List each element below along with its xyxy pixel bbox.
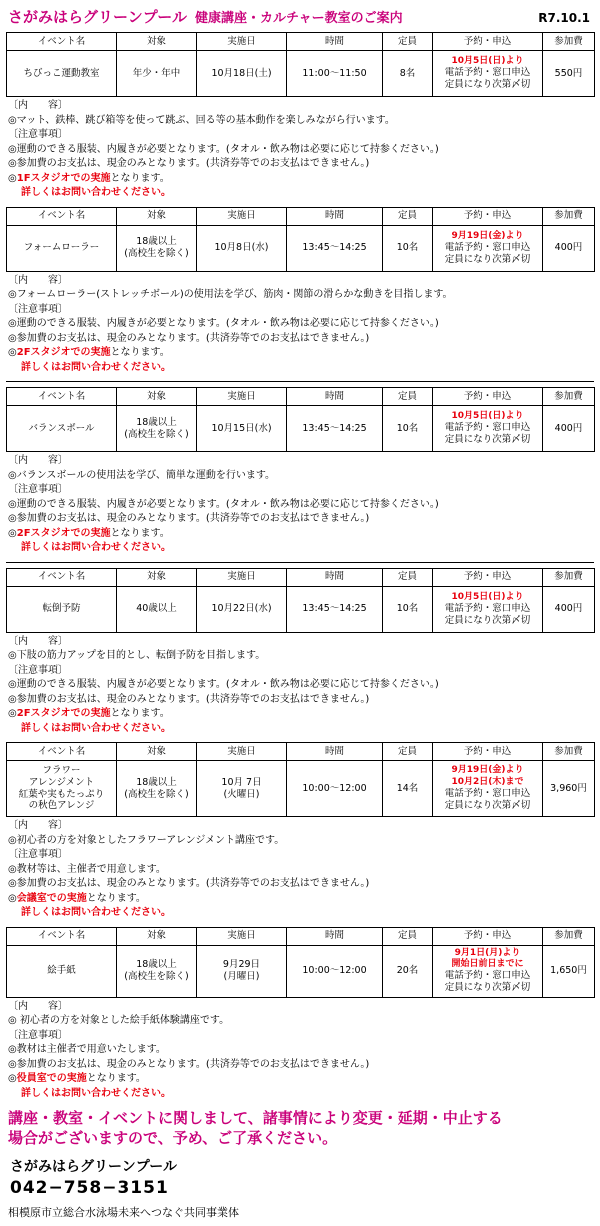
col-event: イベント名 [7,568,117,586]
col-time: 時間 [287,388,383,406]
notes-label: 〔注意事項〕 [8,303,68,315]
place-text: 2Fスタジオでの実施 [16,708,111,719]
reservation-start: 9月19日(金)より [451,765,524,776]
table-row [7,945,595,997]
content-label: 〔内 容〕 [8,635,68,647]
contact-note: 詳しくはお問い合わせください。 [21,1087,171,1099]
reservation-start: 10月5日(日)より [451,591,524,602]
event-fee: 1,650円 [543,945,595,997]
event-reservation [433,225,543,271]
event-table [6,207,595,272]
col-fee: 参加費 [543,207,595,225]
table-row [7,51,595,97]
reservation-end: 開始日前日までに [451,959,524,970]
reservation-limit: 定員になり次第〆切 [444,79,531,91]
col-date: 実施日 [197,568,287,586]
table-header-row [7,33,595,51]
section-divider [6,381,594,382]
page-title [8,6,594,27]
col-fee: 参加費 [543,388,595,406]
event-time: 10:00〜12:00 [287,761,383,817]
note-item: ◎参加費のお支払は、現金のみとなります。(共済券等でのお支払はできません。) [8,878,370,889]
notes-label: 〔注意事項〕 [8,849,68,860]
table-header-row [7,927,595,945]
reservation-limit: 定員になり次第〆切 [444,434,531,446]
footer-notice [8,1108,594,1149]
col-target: 対象 [117,207,197,225]
reservation-limit: 定員になり次第〆切 [444,982,531,994]
event-date: 10月22日(水) [197,586,287,632]
place-text: 2Fスタジオでの実施 [16,527,111,539]
col-target: 対象 [117,33,197,51]
footer-notice-line1: 講座・教室・イベントに関しまして、諸事情により変更・延期・中止する [8,1109,503,1127]
col-capacity: 定員 [383,927,433,945]
reservation-limit: 定員になり次第〆切 [444,253,531,265]
col-reservation: 予約・申込 [433,388,543,406]
col-event: イベント名 [7,388,117,406]
table-row [7,761,595,817]
notes-label: 〔注意事項〕 [8,664,68,676]
event-capacity: 14名 [383,761,433,817]
note-item: ◎教材等は、主催者で用意します。 [8,863,166,875]
contact-note: 詳しくはお問い合わせください。 [21,187,171,198]
event-reservation [433,761,543,817]
col-fee: 参加費 [543,33,595,51]
table-row [7,406,595,452]
event-date-line1: 10月 7日 [221,776,262,788]
event-capacity: 10名 [383,406,433,452]
footer-operator: 相模原市立総合水泳場未来へつなぐ共同事業体 [8,1205,239,1219]
note-item: ◎運動のできる服装、内履きが必要となります。(タオル・飲み物は必要に応じて持参ください。) [8,318,439,329]
event-notes [8,99,594,201]
footer-phone: 042−758−3151 [10,1177,169,1198]
note-item: ◎参加費のお支払は、現金のみとなります。(共済券等でのお支払はできません。) [8,332,370,344]
place-note [8,892,594,907]
place-suffix: となります。 [110,527,170,539]
event-name: 絵手紙 [7,945,117,997]
col-fee: 参加費 [543,927,595,945]
event-target [117,761,197,817]
place-note [8,346,594,361]
event-capacity: 8名 [383,51,433,97]
note-item: ◎参加費のお支払は、現金のみとなります。(共済券等でのお支払はできません。) [8,158,370,169]
note-item: ◎参加費のお支払は、現金のみとなります。(共済券等でのお支払はできません。) [8,513,370,524]
event-name: フォームローラー [7,225,117,271]
col-date: 実施日 [197,927,287,945]
event-notes [8,274,594,376]
event-table [6,568,595,633]
reservation-start: 10月5日(日)より [451,411,524,421]
event-date-line1: 9月29日 [222,959,261,971]
reservation-method: 電話予約・窓口申込 [444,787,531,799]
note-item: ◎運動のできる服装、内履きが必要となります。(タオル・飲み物は必要に応じて持参ください。) [8,679,439,690]
event-notes [8,635,594,737]
col-capacity: 定員 [383,33,433,51]
reservation-method: 電話予約・窓口申込 [444,602,531,614]
place-note [8,707,594,722]
event-target-line1: 18歳以上 [136,959,177,971]
page-title-subject: 健康講座・カルチャー教室のご案内 [194,11,403,26]
col-date: 実施日 [197,743,287,761]
reservation-end: 10月2日(木)まで [451,776,524,787]
place-suffix: となります。 [110,708,170,719]
event-reservation [433,51,543,97]
event-target-line2: (高校生を除く) [124,248,189,259]
place-text: 会議室での実施 [16,892,87,904]
event-name [7,761,117,817]
place-bullet: ◎ [8,1073,17,1084]
table-row [7,225,595,271]
col-date: 実施日 [197,33,287,51]
place-suffix: となります。 [110,172,170,184]
col-event: イベント名 [7,207,117,225]
event-table [6,742,595,817]
footer-notice-line2: 場合がございますので、予め、ご了承ください。 [8,1129,338,1148]
event-time: 10:00〜12:00 [287,945,383,997]
event-table [6,927,595,998]
footer-facility: さがみはらグリーンプール [10,1158,178,1175]
table-header-row [7,743,595,761]
col-time: 時間 [287,568,383,586]
event-target [117,51,197,97]
reservation-method: 電話予約・窓口申込 [444,970,531,982]
note-item: ◎運動のできる服装、内履きが必要となります。(タオル・飲み物は必要に応じて持参ください。) [8,143,439,155]
event-date: 10月18日(土) [197,51,287,97]
event-date-line2: (火曜日) [223,788,260,800]
event-name: 転倒予防 [7,586,117,632]
place-bullet: ◎ [8,347,17,358]
table-header-row [7,568,595,586]
content-text: ◎初心者の方を対象としたフラワーアレンジメント講座です。 [8,834,285,846]
table-row [7,586,595,632]
event-date [197,761,287,817]
content-text: ◎フォームローラー(ストレッチボール)の使用法を学び、筋肉・関節の滑らかな動きを目指します。 [8,289,453,300]
place-note [8,172,594,187]
event-name-line1: フラワー [42,764,81,776]
place-bullet: ◎ [8,708,17,719]
event-fee: 400円 [543,406,595,452]
event-target-line2: (高校生を除く) [124,788,189,800]
place-suffix: となります。 [86,892,146,904]
section-divider [6,562,594,563]
col-date: 実施日 [197,388,287,406]
notes-label: 〔注意事項〕 [8,129,68,140]
place-bullet: ◎ [8,527,17,539]
col-time: 時間 [287,743,383,761]
event-fee: 550円 [543,51,595,97]
event-reservation [433,586,543,632]
col-capacity: 定員 [383,388,433,406]
event-notes [8,819,594,921]
event-fee: 3,960円 [543,761,595,817]
content-label: 〔内 容〕 [8,274,68,286]
event-fee: 400円 [543,586,595,632]
event-reservation [433,406,543,452]
content-label: 〔内 容〕 [8,1000,68,1012]
place-text: 2Fスタジオでの実施 [16,347,111,358]
event-name: ちびっこ運動教室 [7,51,117,97]
event-target-line1: 18歳以上 [136,236,177,248]
col-target: 対象 [117,388,197,406]
event-table [6,32,595,97]
content-text: ◎バランスボールの使用法を学び、簡単な運動を行います。 [8,469,276,481]
col-capacity: 定員 [383,207,433,225]
event-date [197,945,287,997]
col-reservation: 予約・申込 [433,207,543,225]
event-target-line1: 18歳以上 [136,416,177,428]
note-item: ◎参加費のお支払は、現金のみとなります。(共済券等でのお支払はできません。) [8,1058,370,1070]
page-title-facility: さがみはらグリーンプール [8,8,187,26]
reservation-method: 電話予約・窓口申込 [444,67,531,79]
col-event: イベント名 [7,33,117,51]
place-suffix: となります。 [110,347,170,358]
table-header-row [7,207,595,225]
place-bullet: ◎ [8,172,17,184]
place-text: 1Fスタジオでの実施 [16,172,111,184]
col-target: 対象 [117,568,197,586]
contact-note: 詳しくはお問い合わせください。 [21,361,171,373]
col-reservation: 予約・申込 [433,743,543,761]
event-target-line2: (高校生を除く) [124,428,189,440]
event-time: 13:45〜14:25 [287,225,383,271]
event-table [6,387,595,452]
content-text: ◎下肢の筋力アップを目的とし、転倒予防を目指します。 [8,650,266,661]
col-fee: 参加費 [543,568,595,586]
contact-note: 詳しくはお問い合わせください。 [21,722,171,734]
col-event: イベント名 [7,927,117,945]
reservation-method: 電話予約・窓口申込 [444,422,531,434]
col-target: 対象 [117,743,197,761]
col-capacity: 定員 [383,743,433,761]
content-label: 〔内 容〕 [8,100,68,111]
notes-label: 〔注意事項〕 [8,484,68,495]
event-fee: 400円 [543,225,595,271]
event-target [117,945,197,997]
event-target [117,586,197,632]
document-version: R7.10.1 [538,11,590,25]
event-name-line4: の秋色アレンジ [28,800,95,812]
content-text: ◎ 初心者の方を対象とした絵手紙体験講座です。 [8,1015,230,1026]
place-bullet: ◎ [8,892,17,904]
notes-label: 〔注意事項〕 [8,1029,68,1041]
event-time: 13:45〜14:25 [287,586,383,632]
event-capacity: 10名 [383,225,433,271]
col-reservation: 予約・申込 [433,568,543,586]
place-note [8,527,594,542]
content-text: ◎マット、鉄棒、跳び箱等を使って跳ぶ、回る等の基本動作を楽しみながら行います。 [8,114,395,126]
event-name-line2: アレンジメント [28,776,95,788]
event-date: 10月8日(水) [197,225,287,271]
event-time: 13:45〜14:25 [287,406,383,452]
note-item: ◎参加費のお支払は、現金のみとなります。(共済券等でのお支払はできません。) [8,693,370,705]
table-header-row [7,388,595,406]
reservation-start: 10月5日(日)より [451,56,524,66]
place-note [8,1072,594,1087]
col-target: 対象 [117,927,197,945]
event-target-line1: 40歳以上 [136,603,177,615]
event-name: バランスボール [7,406,117,452]
col-capacity: 定員 [383,568,433,586]
note-item: ◎運動のできる服装、内履きが必要となります。(タオル・飲み物は必要に応じて持参ください。) [8,498,439,510]
content-label: 〔内 容〕 [8,455,68,466]
event-target-line1: 18歳以上 [136,776,177,788]
col-time: 時間 [287,207,383,225]
event-notes [8,454,594,556]
col-reservation: 予約・申込 [433,33,543,51]
event-date: 10月15日(水) [197,406,287,452]
col-reservation: 予約・申込 [433,927,543,945]
event-target [117,406,197,452]
col-time: 時間 [287,927,383,945]
place-text: 役員室での実施 [16,1073,87,1084]
event-date-line2: (月曜日) [223,971,260,982]
event-notes [8,1000,594,1102]
event-name-line3: 紅葉や実もたっぷり [18,788,105,800]
contact-note: 詳しくはお問い合わせください。 [21,907,171,918]
event-time: 11:00〜11:50 [287,51,383,97]
content-label: 〔内 容〕 [8,820,68,831]
col-event: イベント名 [7,743,117,761]
place-suffix: となります。 [86,1073,146,1084]
event-target-line2: (高校生を除く) [124,971,189,982]
event-target-line1: 年少・年中 [132,67,181,79]
col-time: 時間 [287,33,383,51]
event-capacity: 10名 [383,586,433,632]
reservation-start: 9月19日(金)より [451,230,524,241]
event-target [117,225,197,271]
reservation-start: 9月1日(月)より [454,947,521,958]
reservation-method: 電話予約・窓口申込 [444,241,531,253]
col-date: 実施日 [197,207,287,225]
event-capacity: 20名 [383,945,433,997]
reservation-limit: 定員になり次第〆切 [444,799,531,811]
event-reservation [433,945,543,997]
reservation-limit: 定員になり次第〆切 [444,614,531,626]
col-fee: 参加費 [543,743,595,761]
contact-note: 詳しくはお問い合わせください。 [21,542,171,553]
note-item: ◎教材は主催者で用意いたします。 [8,1044,166,1055]
